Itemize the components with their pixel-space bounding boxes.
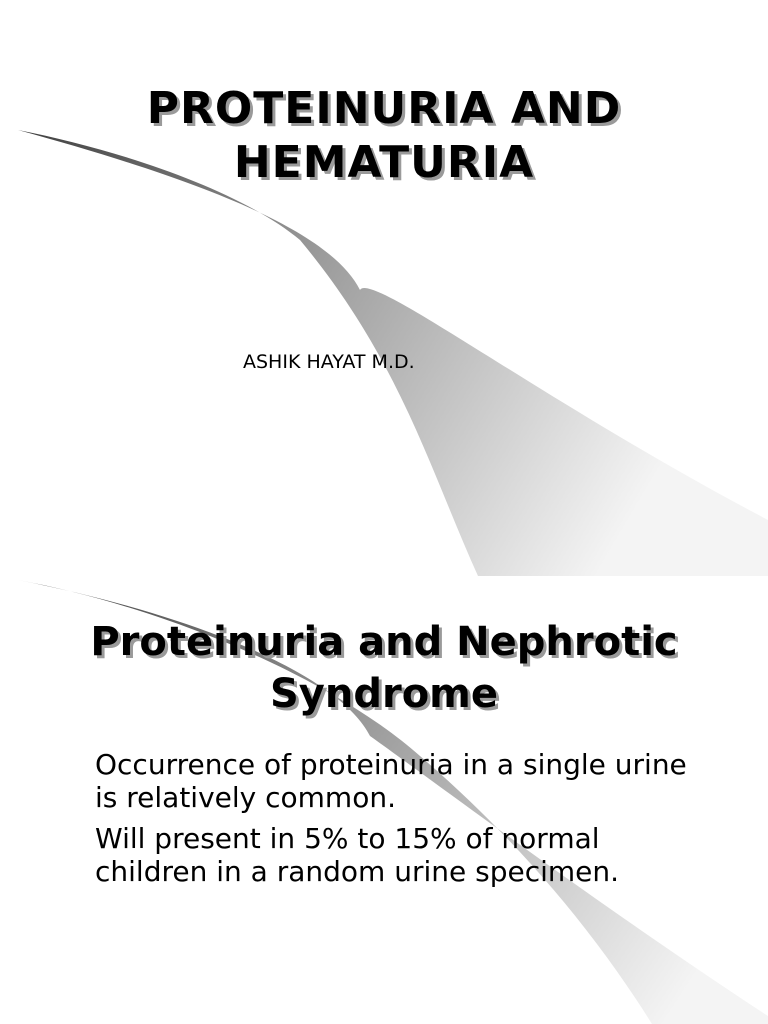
bullet-item: Occurrence of proteinuria in a single urine is relatively common.	[95, 748, 687, 814]
slide-content	[0, 576, 768, 1024]
bullet-item: Will present in 5% to 15% of normal children in a random urine specimen.	[95, 822, 620, 888]
title-line: Syndrome	[269, 671, 498, 717]
title-line: HEMATURIA	[233, 137, 535, 188]
bullet-list	[95, 748, 705, 896]
slide-title-heading	[0, 82, 768, 190]
author-name: ASHIK HAYAT M.D.	[243, 351, 415, 373]
title-line: PROTEINURIA AND	[146, 83, 622, 134]
slide-heading	[0, 616, 768, 720]
title-line: Proteinuria and Nephrotic	[90, 619, 678, 665]
